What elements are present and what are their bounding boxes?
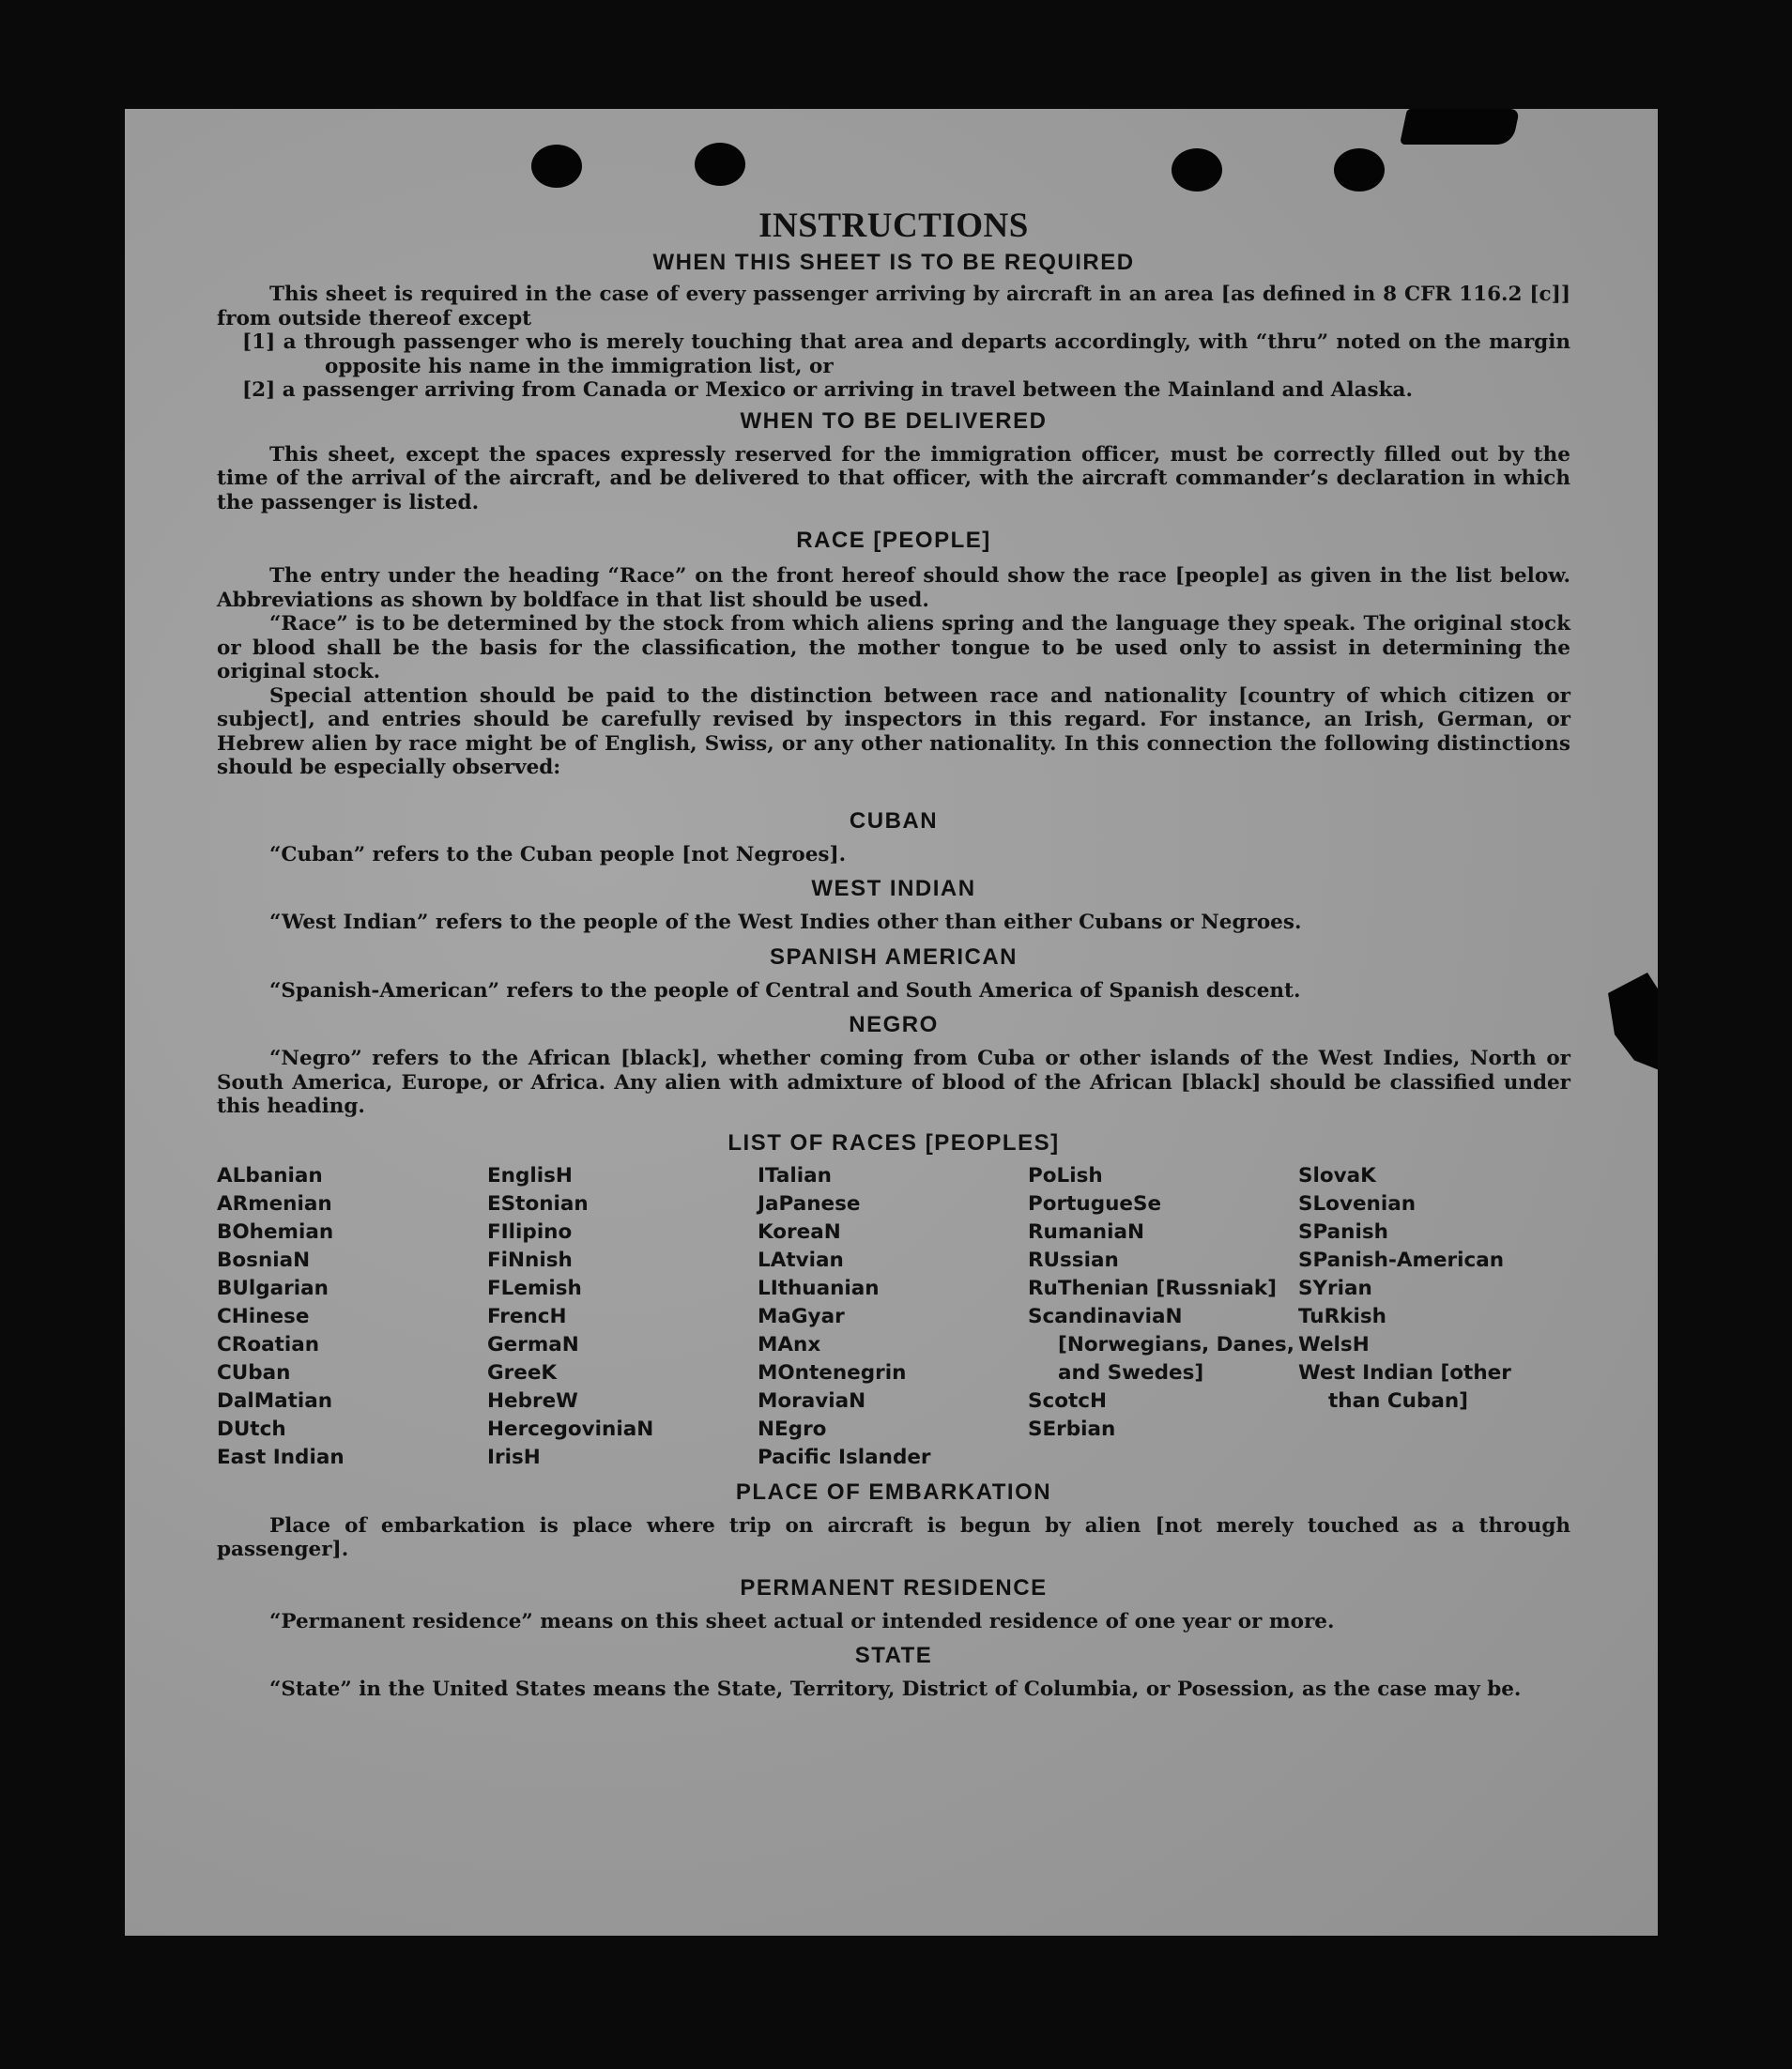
race-list-item: SlovaK [1298, 1163, 1376, 1188]
race-list-item: DalMatian [217, 1388, 333, 1413]
section-heading-embarkation: PLACE OF EMBARKATION [735, 1479, 1052, 1505]
race-list-item: SPanish [1298, 1219, 1388, 1244]
race-list-item: GreeK [487, 1360, 558, 1385]
race-list-item: BUlgarian [217, 1276, 329, 1300]
race-list-item: ALbanian [217, 1163, 323, 1188]
race-list-item: BosniaN [217, 1248, 311, 1272]
punch-hole [1172, 148, 1222, 192]
document-sheet [125, 109, 1658, 1936]
race-column-1 [217, 1162, 487, 1472]
instructions-content [217, 205, 1570, 1702]
required-item-1: [1] a through passenger who is merely touching that area and departs accordingly, with “thru” noted on the margin opposite his name in the immigration list, or [242, 330, 1570, 378]
race-paragraph-3: Special attention should be paid to the distinction between race and nationality [country of which citizen or subject], and entries should be carefully revised by inspectors in this regard. For instance, an Irish, German, or Hebrew alien by race might be of English, Swiss, or any other nationality. In this connection the following distinctions should be especially observed: [217, 683, 1570, 779]
section-heading-west-indian: WEST INDIAN [811, 876, 976, 901]
section-heading-cuban: CUBAN [849, 807, 939, 834]
delivered-text: This sheet, except the spaces expressly reserved for the immigration officer, must be correctly filled out by the time of the arrival of the aircraft, and be delivered to that officer, with the aircraft commander’s declaration in which the passenger is listed. [217, 442, 1570, 514]
race-list-item: MAnx [758, 1332, 821, 1356]
race-list-item: SErbian [1028, 1417, 1116, 1441]
race-column-3 [758, 1162, 1028, 1472]
race-list-item: FLemish [487, 1276, 582, 1300]
race-list-item: NEgro [758, 1417, 827, 1441]
race-list-item: IrisH [487, 1445, 541, 1469]
race-list-item: West Indian [other than Cuban] [1298, 1360, 1511, 1413]
race-list-item: LIthuanian [758, 1276, 880, 1300]
torn-corner [1400, 109, 1520, 145]
punch-hole [1334, 148, 1385, 192]
race-list [217, 1162, 1570, 1472]
race-list-item: ScandinaviaN [Norwegians, Danes, and Swedes] [1028, 1304, 1294, 1385]
race-list-item: SPanish-American [1298, 1248, 1505, 1272]
state-text: “State” in the United States means the State, Territory, District of Columbia, or Posession, as the case may be. [269, 1678, 1522, 1701]
section-heading-negro: NEGRO [849, 1012, 939, 1037]
race-list-item: ScotcH [1028, 1388, 1108, 1413]
race-list-item: PoLish [1028, 1163, 1103, 1188]
embarkation-text: Place of embarkation is place where trip on aircraft is begun by alien [not merely touched as a through passenger]. [217, 1513, 1570, 1561]
race-column-5 [1298, 1162, 1569, 1472]
required-intro: This sheet is required in the case of every passenger arriving by aircraft in an area [as defined in 8 CFR 116.2 [c]] from outside thereof except [217, 283, 1570, 330]
race-list-item: FiNnish [487, 1248, 573, 1272]
race-list-item: BOhemian [217, 1219, 334, 1244]
race-list-item: ARmenian [217, 1191, 332, 1216]
race-list-item: HebreW [487, 1388, 578, 1413]
race-list-item: GermaN [487, 1332, 579, 1356]
race-list-item: RumaniaN [1028, 1219, 1144, 1244]
torn-notch [1608, 973, 1658, 1076]
race-column-2 [487, 1162, 758, 1472]
race-list-item: TuRkish [1298, 1304, 1386, 1328]
section-heading-spanish-american: SPANISH AMERICAN [769, 943, 1018, 970]
race-list-item: MOntenegrin [758, 1360, 907, 1385]
negro-text: “Negro” refers to the African [black], whether coming from Cuba or other islands of the West Indies, North or South America, Europe, or Africa. Any alien with admixture of blood of the African [black] should be classified under this heading. [217, 1047, 1570, 1118]
race-list-item: PortugueSe [1028, 1191, 1162, 1216]
race-list-item: East Indian [217, 1445, 345, 1469]
spanish-american-text: “Spanish-American” refers to the people of Central and South America of Spanish descent. [269, 978, 1301, 1003]
section-heading-race: RACE [PEOPLE] [796, 528, 991, 553]
section-heading-residence: PERMANENT RESIDENCE [740, 1574, 1048, 1601]
race-paragraph-2: “Race” is to be determined by the stock from which aliens spring and the language they speak. The original stock or blood shall be the basis for the classification, the mother tongue to be used only to assist in determining the original stock. [217, 612, 1570, 683]
race-list-item: FrencH [487, 1304, 567, 1328]
race-list-item: HercegoviniaN [487, 1417, 654, 1441]
cuban-text: “Cuban” refers to the Cuban people [not Negroes]. [269, 842, 847, 866]
race-list-item: JaPanese [758, 1191, 861, 1216]
race-list-item: EnglisH [487, 1163, 573, 1188]
race-list-item: MoraviaN [758, 1388, 866, 1413]
section-heading-state: STATE [854, 1643, 933, 1668]
residence-text: “Permanent residence” means on this sheet actual or intended residence of one year or more. [269, 1609, 1335, 1633]
race-list-item: DUtch [217, 1417, 286, 1441]
race-list-item: ITalian [758, 1163, 832, 1188]
race-list-item: RUssian [1028, 1248, 1119, 1272]
punch-hole [531, 145, 582, 188]
punch-hole [695, 143, 745, 186]
race-list-item: CRoatian [217, 1332, 320, 1356]
required-item-2: [2] a passenger arriving from Canada or Mexico or arriving in travel between the Mainland and Alaska. [242, 378, 1413, 402]
race-paragraph-1: The entry under the heading “Race” on the front hereof should show the race [people] as given in the list below. Abbreviations as shown by boldface in that list should be used. [217, 564, 1570, 612]
section-heading-required: WHEN THIS SHEET IS TO BE REQUIRED [652, 250, 1135, 275]
race-list-item: LAtvian [758, 1248, 844, 1272]
race-list-item: CUban [217, 1360, 291, 1385]
race-list-item: WelsH [1298, 1332, 1370, 1356]
race-list-item: FIlipino [487, 1219, 573, 1244]
section-heading-delivered: WHEN TO BE DELIVERED [740, 407, 1048, 434]
page-title: INSTRUCTIONS [758, 207, 1029, 245]
race-list-item: EStonian [487, 1191, 589, 1216]
race-list-item: SYrian [1298, 1276, 1372, 1300]
west-indian-text: “West Indian” refers to the people of the West Indies other than either Cubans or Negroes. [269, 911, 1302, 934]
race-list-item: SLovenian [1298, 1191, 1417, 1216]
race-list-item: RuThenian [Russniak] [1028, 1276, 1277, 1300]
race-column-4 [1028, 1162, 1298, 1472]
section-heading-race-list: LIST OF RACES [PEOPLES] [728, 1129, 1060, 1156]
race-list-item: Pacific Islander [758, 1445, 931, 1469]
race-list-item: KoreaN [758, 1219, 841, 1244]
race-list-item: CHinese [217, 1304, 310, 1328]
race-list-item: MaGyar [758, 1304, 845, 1328]
